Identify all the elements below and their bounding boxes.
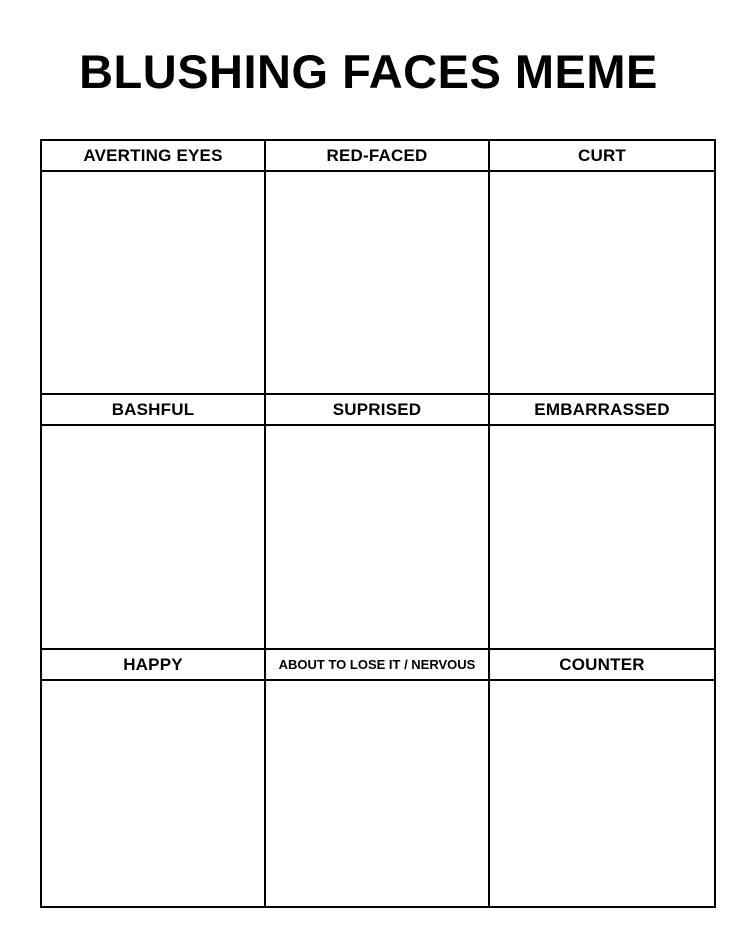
- grid-cell-red-faced: [266, 141, 490, 395]
- drawing-frame: [42, 172, 264, 393]
- grid-cell-bashful: [42, 395, 266, 650]
- cell-label: HAPPY: [42, 650, 264, 681]
- meme-grid: [40, 139, 716, 908]
- cell-label: BASHFUL: [42, 395, 264, 426]
- drawing-frame: [266, 681, 488, 906]
- grid-cell-nervous: [266, 650, 490, 906]
- cell-label: CURT: [490, 141, 714, 172]
- grid-cell-averting-eyes: [42, 141, 266, 395]
- drawing-frame: [490, 681, 714, 906]
- grid-cell-counter: [490, 650, 714, 906]
- cell-label: SUPRISED: [266, 395, 488, 426]
- grid-cell-embarrassed: [490, 395, 714, 650]
- grid-cell-happy: [42, 650, 266, 906]
- meme-title: BLUSHING FACES MEME: [79, 45, 658, 98]
- cell-label: COUNTER: [490, 650, 714, 681]
- drawing-frame: [42, 426, 264, 648]
- cell-label: ABOUT TO LOSE IT / NERVOUS: [266, 650, 488, 681]
- drawing-frame: [42, 681, 264, 906]
- cell-label: RED-FACED: [266, 141, 488, 172]
- cell-label: EMBARRASSED: [490, 395, 714, 426]
- grid-cell-suprised: [266, 395, 490, 650]
- drawing-frame: [490, 172, 714, 393]
- grid-cell-curt: [490, 141, 714, 395]
- cell-label: AVERTING EYES: [42, 141, 264, 172]
- drawing-frame: [490, 426, 714, 648]
- drawing-frame: [266, 172, 488, 393]
- drawing-frame: [266, 426, 488, 648]
